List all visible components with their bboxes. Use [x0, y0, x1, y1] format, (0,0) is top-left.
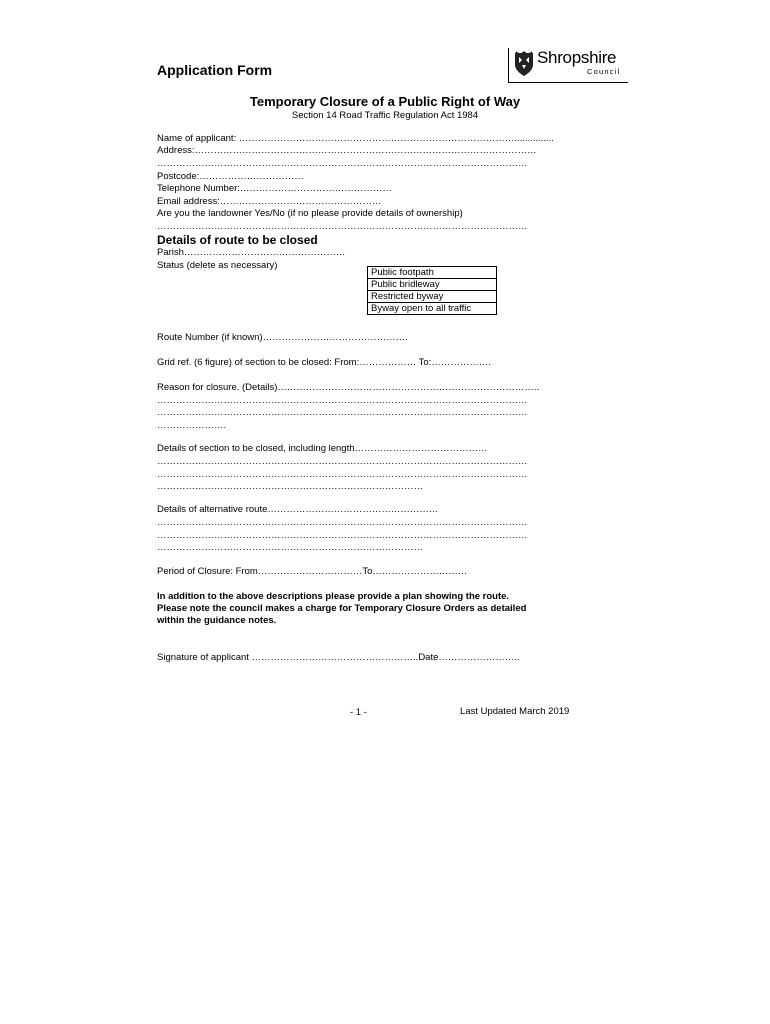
- alt-route-line[interactable]: …………………………………………………………………………: [157, 542, 423, 553]
- section-details-field[interactable]: Details of section to be closed, including length……………………………………: [157, 443, 488, 454]
- signature-field[interactable]: Signature of applicant ……………………………………………..Date……………………..: [157, 652, 520, 663]
- reason-field[interactable]: Reason for closure. (Details)………………………………………………………………………..: [157, 382, 540, 393]
- grid-ref-field[interactable]: Grid ref. (6 figure) of section to be closed: From:……………… To:……………….: [157, 357, 491, 368]
- section-details-line[interactable]: …………………………………………………………………………: [157, 481, 423, 492]
- parish-field[interactable]: Parish……………………………………………: [157, 247, 346, 258]
- last-updated: Last Updated March 2019: [460, 706, 570, 717]
- logo-council: Council: [587, 67, 621, 76]
- address-field[interactable]: Address:………………………………………………………………………………………………: [157, 145, 537, 156]
- status-label: Status (delete as necessary): [157, 260, 278, 271]
- status-option[interactable]: Restricted byway: [368, 291, 497, 303]
- status-option[interactable]: Public footpath: [368, 267, 497, 279]
- section-details-line[interactable]: ………………………………………………………………………………………………………: [157, 469, 528, 480]
- route-section-heading: Details of route to be closed: [157, 233, 318, 247]
- main-heading: Temporary Closure of a Public Right of Way: [249, 94, 521, 109]
- reason-line[interactable]: ………………………………………………………………………………………………………: [157, 407, 528, 418]
- reason-line[interactable]: ………………….: [157, 420, 227, 431]
- form-title: Application Form: [157, 62, 273, 78]
- applicant-field[interactable]: Name of applicant: ……………………………………………………………………………...............: [157, 133, 554, 144]
- telephone-field[interactable]: Telephone Number:…………………………………………: [157, 183, 392, 194]
- logo-name: Shropshire: [537, 48, 617, 67]
- status-option[interactable]: Public bridleway: [368, 279, 497, 291]
- ownership-field[interactable]: ………………………………………………………………………………………………………: [157, 221, 528, 232]
- route-number-field[interactable]: Route Number (if known)……………………………………….: [157, 332, 408, 343]
- reason-line[interactable]: ………………………………………………………………………………………………………: [157, 395, 528, 406]
- postcode-field[interactable]: Postcode:……………………………: [157, 171, 304, 182]
- status-options-table: [367, 266, 497, 315]
- status-option[interactable]: Byway open to all traffic: [368, 303, 497, 315]
- address-line-2[interactable]: ………………………………………………………………………………………………………: [157, 158, 528, 169]
- page-number: - 1 -: [350, 707, 367, 718]
- alt-route-line[interactable]: ………………………………………………………………………………………………………: [157, 517, 528, 528]
- alt-route-field[interactable]: Details of alternative route………………………………………………: [157, 504, 439, 515]
- crest-icon: [513, 51, 535, 77]
- alt-route-line[interactable]: ………………………………………………………………………………………………………: [157, 530, 528, 541]
- charge-note: Please note the council makes a charge for Temporary Closure Orders as detailed: [157, 603, 527, 614]
- closure-period-field[interactable]: Period of Closure: From……………………………To…………………………: [157, 566, 468, 577]
- section-details-line[interactable]: ………………………………………………………………………………………………………: [157, 456, 528, 467]
- guidance-note: within the guidance notes.: [157, 615, 277, 626]
- landowner-question: Are you the landowner Yes/No (if no please provide details of ownership): [157, 208, 463, 219]
- email-field[interactable]: Email address:……………………………………………: [157, 196, 382, 207]
- plan-note: In addition to the above descriptions please provide a plan showing the route.: [157, 591, 510, 602]
- sub-heading: Section 14 Road Traffic Regulation Act 1984: [291, 110, 479, 121]
